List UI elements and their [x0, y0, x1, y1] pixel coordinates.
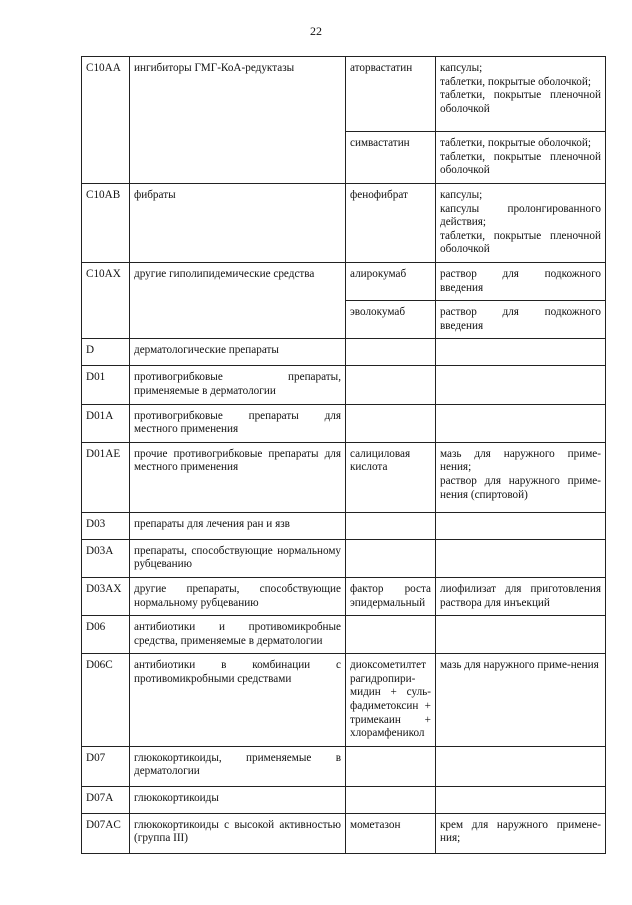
- drug-name-cell: фактор роста эпидермальный: [346, 577, 436, 615]
- drug-name-cell: [346, 616, 436, 654]
- atc-code-cell: D06C: [82, 654, 130, 747]
- table-row: [82, 616, 606, 654]
- table-row: [82, 654, 606, 747]
- table-row: [82, 184, 606, 263]
- atc-code-cell: D03A: [82, 539, 130, 577]
- atc-code-cell: D01A: [82, 404, 130, 442]
- table-row: [82, 813, 606, 853]
- drug-classification-table: [81, 56, 606, 854]
- page-number: 22: [310, 24, 322, 38]
- atc-code-cell: D01AE: [82, 442, 130, 512]
- atc-code-cell: D06: [82, 616, 130, 654]
- dosage-form-cell: [436, 339, 606, 366]
- dosage-form-cell: раствор для подкожного введения: [436, 301, 606, 339]
- drug-name-cell: диоксометилтет рагидропири-мидин + суль-фадиметоксин + тримекаин + хлорамфеникол: [346, 654, 436, 747]
- drug-name-cell: симвастатин: [346, 132, 436, 184]
- table-row: [82, 366, 606, 404]
- dosage-form-cell: капсулы; таблетки, покрытые оболочкой; таблетки, покрытые пленочной оболочкой: [436, 57, 606, 132]
- table-row: [82, 442, 606, 512]
- table-row: [82, 339, 606, 366]
- table-row: [82, 539, 606, 577]
- atc-code-cell: D07A: [82, 786, 130, 813]
- dosage-form-cell: лиофилизат для приготовления раствора для инъекций: [436, 577, 606, 615]
- dosage-form-cell: мазь для наружного приме-нения: [436, 654, 606, 747]
- dosage-form-cell: [436, 539, 606, 577]
- atc-code-cell: D03AX: [82, 577, 130, 615]
- table-row: [82, 512, 606, 539]
- group-name-cell: дерматологические препараты: [130, 339, 346, 366]
- group-name-cell: прочие противогрибковые препараты для местного применения: [130, 442, 346, 512]
- atc-code-cell: D03: [82, 512, 130, 539]
- atc-code-cell: D01: [82, 366, 130, 404]
- atc-code-cell: C10AA: [82, 57, 130, 184]
- group-name-cell: противогрибковые препараты, применяемые в дерматологии: [130, 366, 346, 404]
- table-row: [82, 404, 606, 442]
- dosage-form-cell: [436, 616, 606, 654]
- drug-name-cell: [346, 339, 436, 366]
- drug-name-cell: салициловая кислота: [346, 442, 436, 512]
- dosage-form-cell: [436, 512, 606, 539]
- table-row: [82, 786, 606, 813]
- dosage-form-cell: [436, 786, 606, 813]
- atc-code-cell: D07AC: [82, 813, 130, 853]
- drug-name-cell: [346, 786, 436, 813]
- group-name-cell: фибраты: [130, 184, 346, 263]
- drug-name-cell: мометазон: [346, 813, 436, 853]
- drug-name-cell: [346, 366, 436, 404]
- table-row: [82, 746, 606, 786]
- group-name-cell: другие препараты, способствующие нормальному рубцеванию: [130, 577, 346, 615]
- atc-code-cell: D07: [82, 746, 130, 786]
- atc-code-cell: D: [82, 339, 130, 366]
- drug-name-cell: [346, 512, 436, 539]
- group-name-cell: глюкокортикоиды: [130, 786, 346, 813]
- dosage-form-cell: [436, 746, 606, 786]
- dosage-form-cell: [436, 366, 606, 404]
- table-row: [82, 262, 606, 300]
- drug-name-cell: [346, 404, 436, 442]
- dosage-form-cell: капсулы; капсулы пролонгированного действия; таблетки, покрытые пленочной оболочкой: [436, 184, 606, 263]
- drug-name-cell: фенофибрат: [346, 184, 436, 263]
- dosage-form-cell: крем для наружного примене-ния;: [436, 813, 606, 853]
- drug-name-cell: аторвастатин: [346, 57, 436, 132]
- atc-code-cell: C10AX: [82, 262, 130, 338]
- group-name-cell: препараты, способствующие нормальному рубцеванию: [130, 539, 346, 577]
- drug-name-cell: эволокумаб: [346, 301, 436, 339]
- dosage-form-cell: раствор для подкожного введения: [436, 262, 606, 300]
- group-name-cell: препараты для лечения ран и язв: [130, 512, 346, 539]
- dosage-form-cell: мазь для наружного приме-нения; раствор для наружного приме-нения (спиртовой): [436, 442, 606, 512]
- table-row: [82, 57, 606, 132]
- group-name-cell: ингибиторы ГМГ-КоА-редуктазы: [130, 57, 346, 184]
- atc-code-cell: C10AB: [82, 184, 130, 263]
- dosage-form-cell: [436, 404, 606, 442]
- group-name-cell: противогрибковые препараты для местного применения: [130, 404, 346, 442]
- dosage-form-cell: таблетки, покрытые оболочкой; таблетки, покрытые пленочной оболочкой: [436, 132, 606, 184]
- drug-name-cell: [346, 539, 436, 577]
- group-name-cell: другие гиполипидемические средства: [130, 262, 346, 338]
- drug-name-cell: алирокумаб: [346, 262, 436, 300]
- group-name-cell: антибиотики в комбинации с противомикробными средствами: [130, 654, 346, 747]
- group-name-cell: антибиотики и противомикробные средства, применяемые в дерматологии: [130, 616, 346, 654]
- drug-name-cell: [346, 746, 436, 786]
- group-name-cell: глюкокортикоиды с высокой активностью (группа III): [130, 813, 346, 853]
- table-row: [82, 577, 606, 615]
- group-name-cell: глюкокортикоиды, применяемые в дерматологии: [130, 746, 346, 786]
